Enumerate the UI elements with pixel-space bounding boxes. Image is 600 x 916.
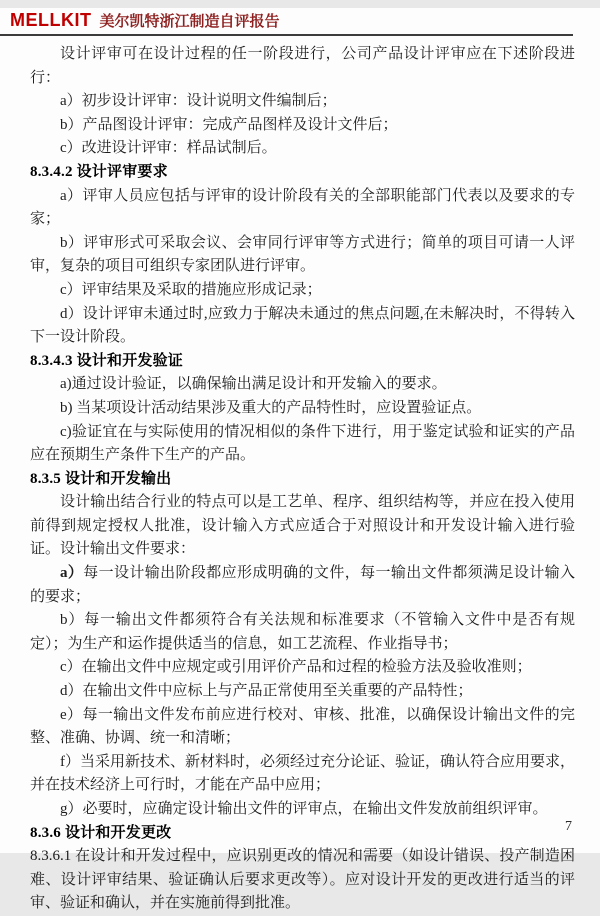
list-item: b) 当某项设计活动结果涉及重大的产品特性时，应设置验证点。 bbox=[60, 399, 482, 416]
list-item: g）必要时，应确定设计输出文件的评审点，在输出文件发放前组织评审。 bbox=[60, 801, 548, 817]
list-item bbox=[30, 562, 575, 609]
document-body bbox=[0, 36, 600, 916]
page-number: 7 bbox=[565, 819, 572, 834]
paragraph: 8.3.6.1 在设计和开发过程中，应识别更改的情况和需要（如设计错误、投产制造困难、设计评审结果、验证确认后要求更改等）。应对设计开发的更改进行适当的评审、验证和确认，并在实施前得到批准。 bbox=[30, 848, 575, 912]
section-heading: 8.3.4.3 设计和开发验证 bbox=[30, 352, 184, 369]
section-heading: 8.3.6 设计和开发更改 bbox=[30, 824, 172, 841]
report-title: 美尔凯特浙江制造自评报告 bbox=[99, 14, 280, 30]
list-item: b）产品图设计评审：完成产品图样及设计文件后； bbox=[60, 116, 398, 133]
list-item: c）评审结果及采取的措施应形成记录； bbox=[60, 281, 322, 298]
section-heading: 8.3.4.2 设计评审要求 bbox=[30, 163, 168, 180]
list-marker: a） bbox=[60, 565, 84, 582]
list-item: d）设计评审未通过时,应致力于解决未通过的焦点问题,在未解决时，不得转入下一设计阶段。 bbox=[30, 305, 575, 346]
paragraph: 设计输出结合行业的特点可以是工艺单、程序、组织结构等，并应在投入使用前得到规定授权人批准，设计输入方式应适合于对照设计和开发设计输入进行验证。设计输出文件要求： bbox=[30, 494, 575, 558]
company-logo-text: MELLKIT bbox=[10, 10, 92, 30]
list-item: a）初步设计评审：设计说明文件编制后； bbox=[60, 93, 337, 110]
list-item: c）改进设计评审：样品试制后。 bbox=[60, 140, 277, 157]
list-item: b）每一输出文件都须符合有关法规和标准要求（不管输入文件中是否有规定）；为生产和运作提供适当的信息，如工艺流程、作业指导书； bbox=[30, 612, 575, 652]
paragraph: 设计评审可在设计过程的任一阶段进行，公司产品设计评审应在下述阶段进行： bbox=[30, 46, 575, 86]
list-item: b）评审形式可采取会议、会审同行评审等方式进行；简单的项目可请一人评审，复杂的项目可组织专家团队进行评审。 bbox=[30, 234, 575, 275]
list-item: a)通过设计验证，以确保输出满足设计和开发输入的要求。 bbox=[60, 376, 447, 393]
list-item: a）评审人员应包括与评审的设计阶段有关的全部职能部门代表以及要求的专家； bbox=[30, 187, 575, 228]
list-item: c)验证宜在与实际使用的情况相似的条件下进行，用于鉴定试验和证实的产品应在预期生产条件下生产的产品。 bbox=[30, 423, 575, 464]
list-item: e）每一输出文件发布前应进行校对、审核、批准，以确保设计输出文件的完整、准确、协调、统一和清晰； bbox=[30, 706, 575, 747]
section-heading: 8.3.5 设计和开发输出 bbox=[30, 470, 172, 487]
page-header bbox=[0, 8, 573, 36]
list-item: c）在输出文件中应规定或引用评价产品和过程的检验方法及验收准则； bbox=[60, 659, 532, 676]
list-item: d）在输出文件中应标上与产品正常使用至关重要的产品特性； bbox=[60, 683, 473, 700]
list-item-text: 每一设计输出阶段都应形成明确的文件，每一输出文件都须满足设计输入的要求； bbox=[30, 565, 575, 605]
document-page bbox=[0, 8, 600, 912]
list-item: f）当采用新技术、新材料时，必须经过充分论证、验证，确认符合应用要求，并在技术经济上可行时，才能在产品中应用； bbox=[30, 753, 575, 794]
